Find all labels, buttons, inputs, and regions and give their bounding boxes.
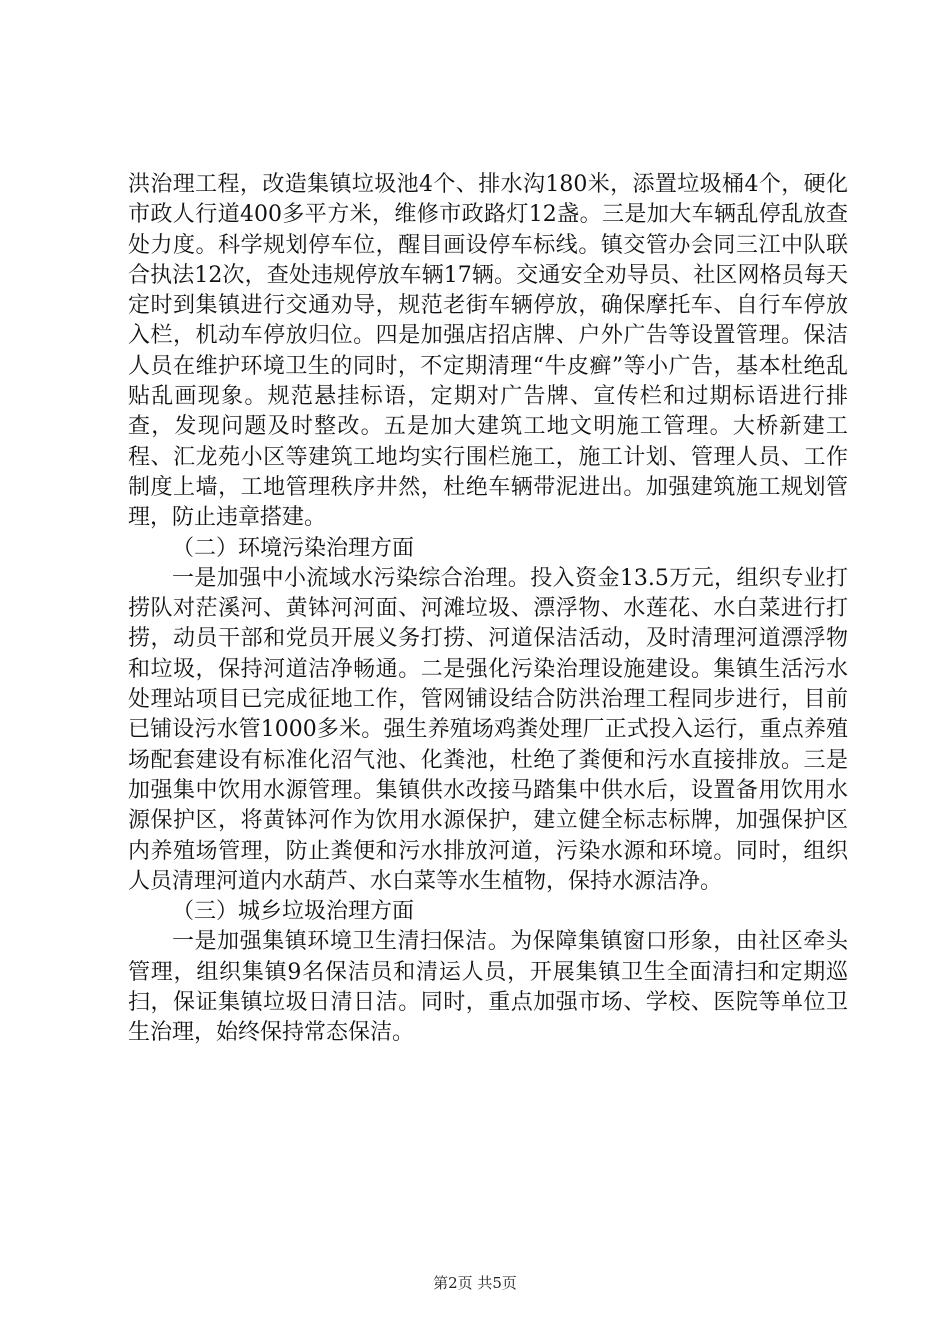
paragraph-pollution-governance: 一是加强中小流域水污染综合治理。投入资金13.5万元，组织专业打捞队对茫溪河、黄钵河河面、河滩垃圾、漂浮物、水莲花、水白菜进行打捞，动员干部和党员开展义务打捞、河道保洁活动，及时清理河道漂浮物和垃圾，保持河道洁净畅通。二是强化污染治理设施建设。集镇生活污水处理站项目已完成征地工作，管网铺设结合防洪治理工程同步进行，目前已铺设污水管1000多米。强生养殖场鸡粪处理厂正式投入运行，重点养殖场配套建设有标准化沼气池、化粪池，杜绝了粪便和污水直接排放。三是加强集中饮用水源管理。集镇供水改接马踏集中供水后，设置备用饮用水源保护区，将黄钵河作为饮用水源保护，建立健全标志标牌，加强保护区内养殖场管理，防止粪便和污水排放河道，污染水源和环境。同时，组织人员清理河道内水葫芦、水白菜等水生植物，保持水源洁净。 bbox=[128, 565, 848, 894]
section-heading-environmental-pollution: （二）环境污染治理方面 bbox=[172, 535, 415, 561]
section-heading-urban-rural-garbage: （三）城乡垃圾治理方面 bbox=[172, 899, 415, 925]
page-number-footer: 第2页 共5页 bbox=[433, 1274, 517, 1292]
document-body bbox=[128, 170, 848, 1049]
paragraph-garbage-governance: 一是加强集镇环境卫生清扫保洁。为保障集镇窗口形象，由社区牵头管理，组织集镇9名保洁员和清运人员，开展集镇卫生全面清扫和定期巡扫，保证集镇垃圾日清日洁。同时，重点加强市场、学校、医院等单位卫生治理，始终保持常态保洁。 bbox=[128, 929, 848, 1046]
paragraph-continuation: 洪治理工程，改造集镇垃圾池4个、排水沟180米，添置垃圾桶4个，硬化市政人行道400多平方米，维修市政路灯12盏。三是加大车辆乱停乱放查处力度。科学规划停车位，醒目画设停车标线。镇交管办会同三江中队联合执法12次，查处违规停放车辆17辆。交通安全劝导员、社区网格员每天定时到集镇进行交通劝导，规范老街车辆停放，确保摩托车、自行车停放入栏，机动车停放归位。四是加强店招店牌、户外广告等设置管理。保洁人员在维护环境卫生的同时，不定期清理“牛皮癣”等小广告，基本杜绝乱贴乱画现象。规范悬挂标语，定期对广告牌、宣传栏和过期标语进行排查，发现问题及时整改。五是加大建筑工地文明施工管理。大桥新建工程、汇龙苑小区等建筑工地均实行围栏施工，施工计划、管理人员、工作制度上墙，工地管理秩序井然，杜绝车辆带泥进出。加强建筑施工规划管理，防止违章搭建。 bbox=[128, 172, 848, 531]
